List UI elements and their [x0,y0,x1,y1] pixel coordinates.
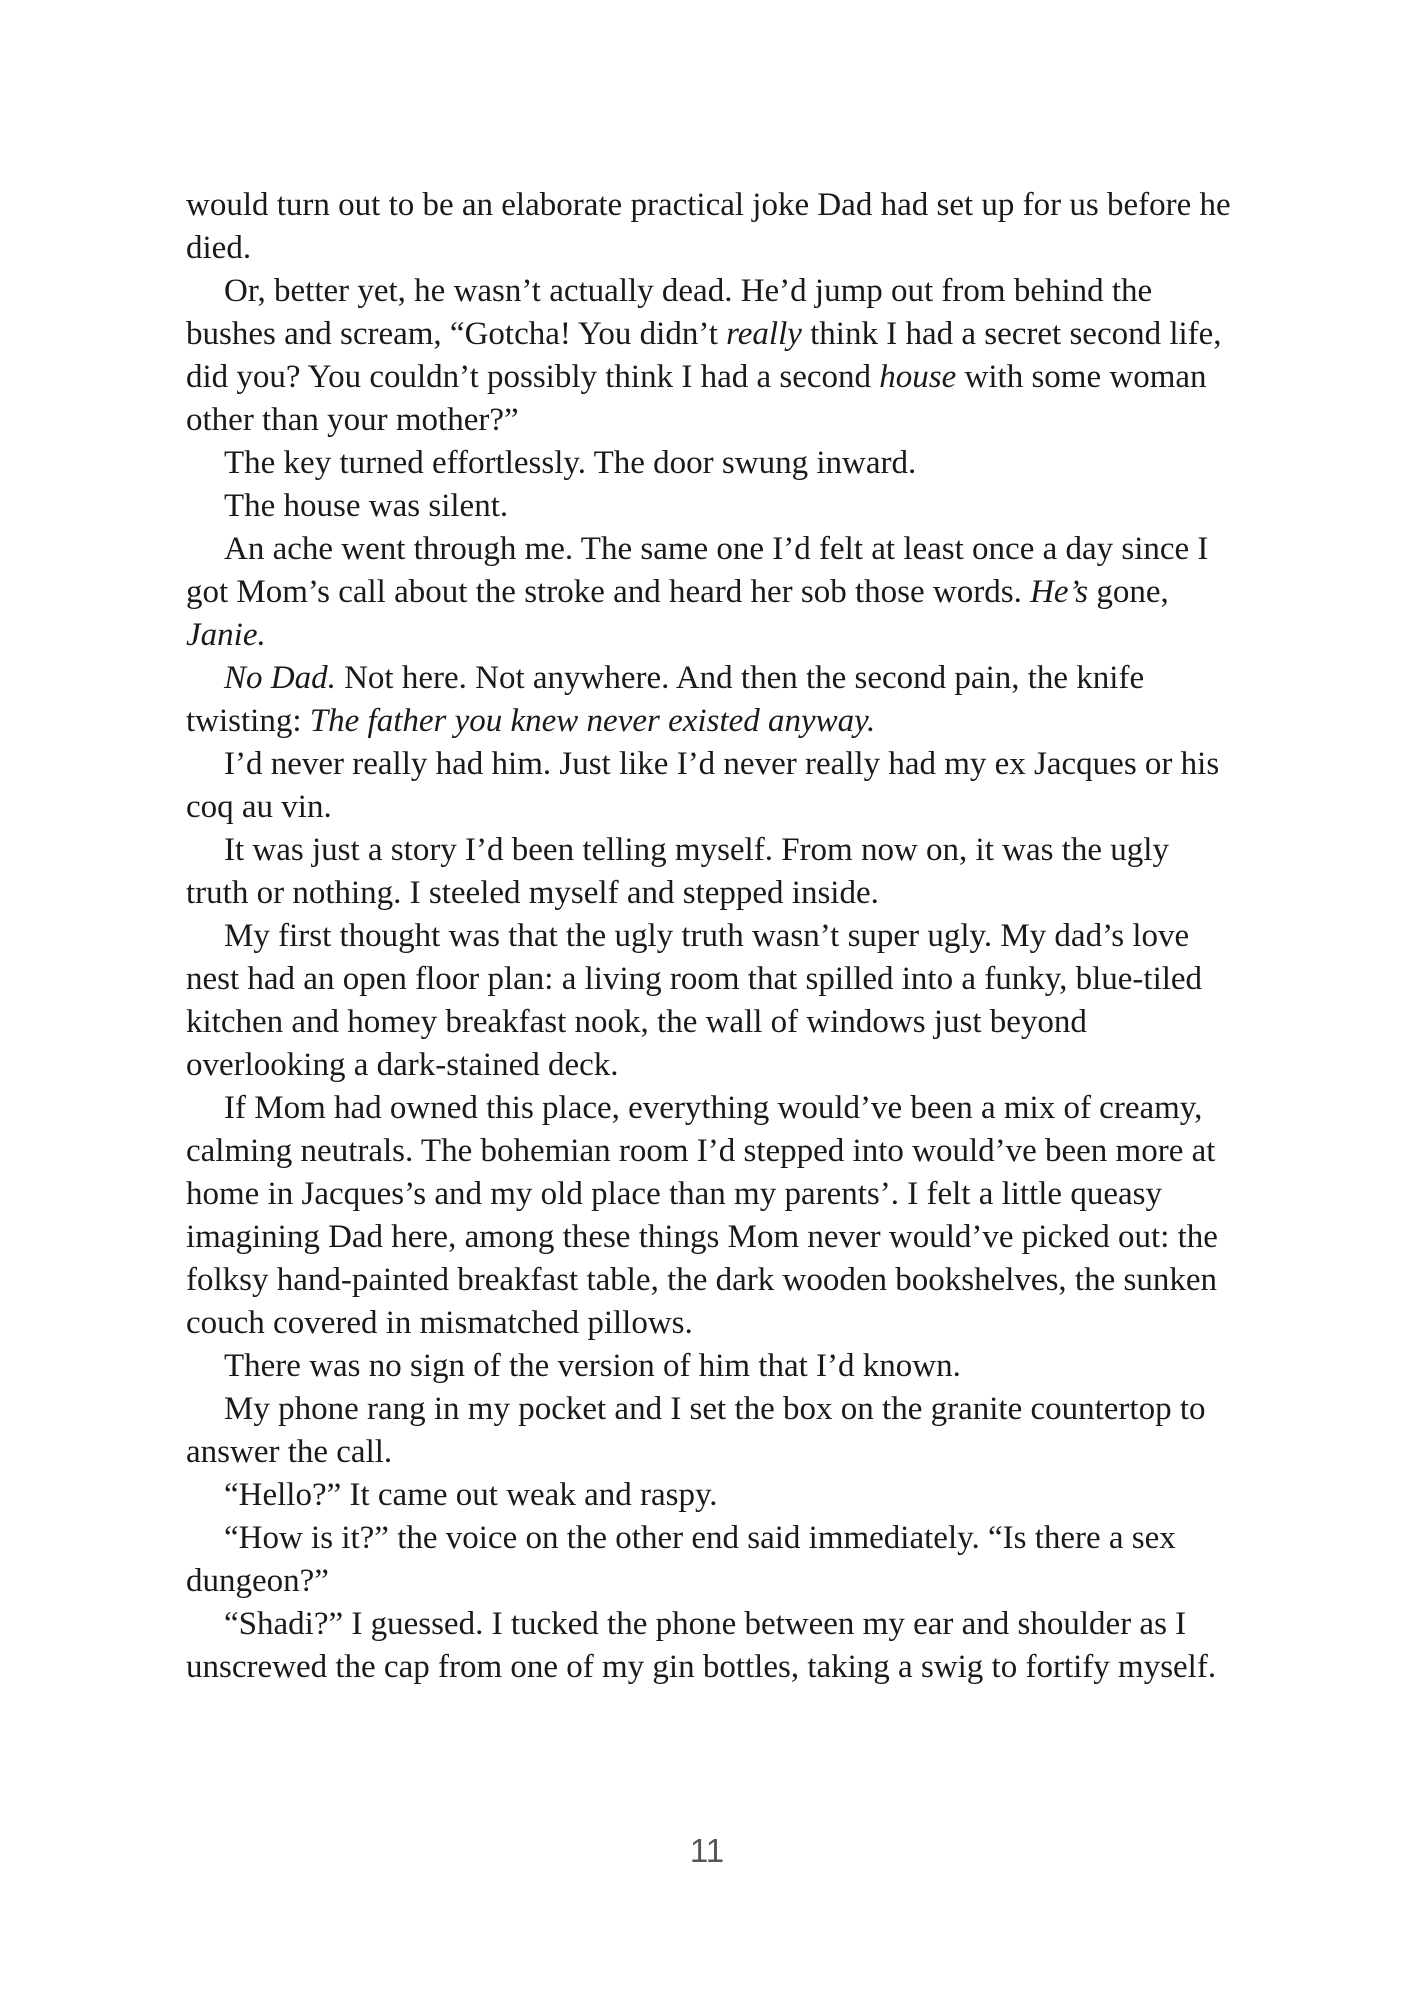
paragraph [186,184,1236,270]
paragraph [186,829,1236,915]
paragraph [186,528,1236,657]
text-run: would turn out to be an elaborate practical joke Dad had set up for us before he died. [186,187,1231,266]
paragraph [186,1474,1236,1517]
text-run: It was just a story I’d been telling myself. From now on, it was the ugly truth or nothing. I steeled myself and stepped inside. [186,832,1169,911]
text-run: My phone rang in my pocket and I set the box on the granite countertop to answer the call. [186,1391,1206,1470]
italic-text: Janie. [186,617,266,653]
italic-text: house [879,359,957,395]
paragraph [186,1603,1236,1689]
paragraph [186,270,1236,442]
italic-text: really [726,316,802,352]
text-run: think I had a secret second life, did you? You couldn’t possibly think I had a second [186,316,1222,395]
text-run: with some woman other than your mother?” [186,359,1207,438]
text-run: If Mom had owned this place, everything would’ve been a mix of creamy, calming neutrals. The bohemian room I’d stepped into would’ve been more at home in Jacques’s and my old place than my parents’. I felt a little queasy imagining Dad here, among these things Mom never would’ve picked out: the folksy hand-painted breakfast table, the dark wooden bookshelves, the sunken couch covered in mismatched pillows. [186,1090,1218,1341]
text-run: Or, better yet, he wasn’t actually dead. He’d jump out from behind the bushes and scream, “Gotcha! You didn’t [186,273,1153,352]
text-run: “How is it?” the voice on the other end said immediately. “Is there a sex dungeon?” [186,1520,1176,1599]
paragraph [186,915,1236,1087]
text-run: “Shadi?” I guessed. I tucked the phone between my ear and shoulder as I unscrewed the cap from one of my gin bottles, taking a swig to fortify myself. [186,1606,1217,1685]
paragraph [186,1345,1236,1388]
paragraph [186,442,1236,485]
paragraph [186,1517,1236,1603]
page-number: 11 [689,1832,725,1869]
text-run: An ache went through me. The same one I’d felt at least once a day since I got Mom’s call about the stroke and heard her sob those words. [186,531,1209,610]
text-run: The key turned effortlessly. The door swung inward. [224,445,917,481]
paragraph [186,743,1236,829]
paragraph [186,485,1236,528]
text-run: There was no sign of the version of him that I’d known. [224,1348,961,1384]
text-run: Not here. Not anywhere. And then the second pain, the knife twisting: [186,660,1145,739]
paragraph [186,1087,1236,1345]
text-run: The house was silent. [224,488,509,524]
paragraph [186,1388,1236,1474]
italic-text: No Dad. [224,660,336,696]
italic-text: The father you knew never existed anyway. [309,703,876,739]
text-run: My first thought was that the ugly truth wasn’t super ugly. My dad’s love nest had an open floor plan: a living room that spilled into a funky, blue-tiled kitchen and homey breakfast nook, the wall of windows just beyond overlooking a dark-stained deck. [186,918,1203,1083]
italic-text: He’s [1030,574,1089,610]
text-run: I’d never really had him. Just like I’d never really had my ex Jacques or his coq au vin. [186,746,1220,825]
text-run: gone, [1088,574,1169,610]
paragraph [186,657,1236,743]
page-body-text [186,184,1236,1689]
text-run: “Hello?” It came out weak and raspy. [224,1477,718,1513]
